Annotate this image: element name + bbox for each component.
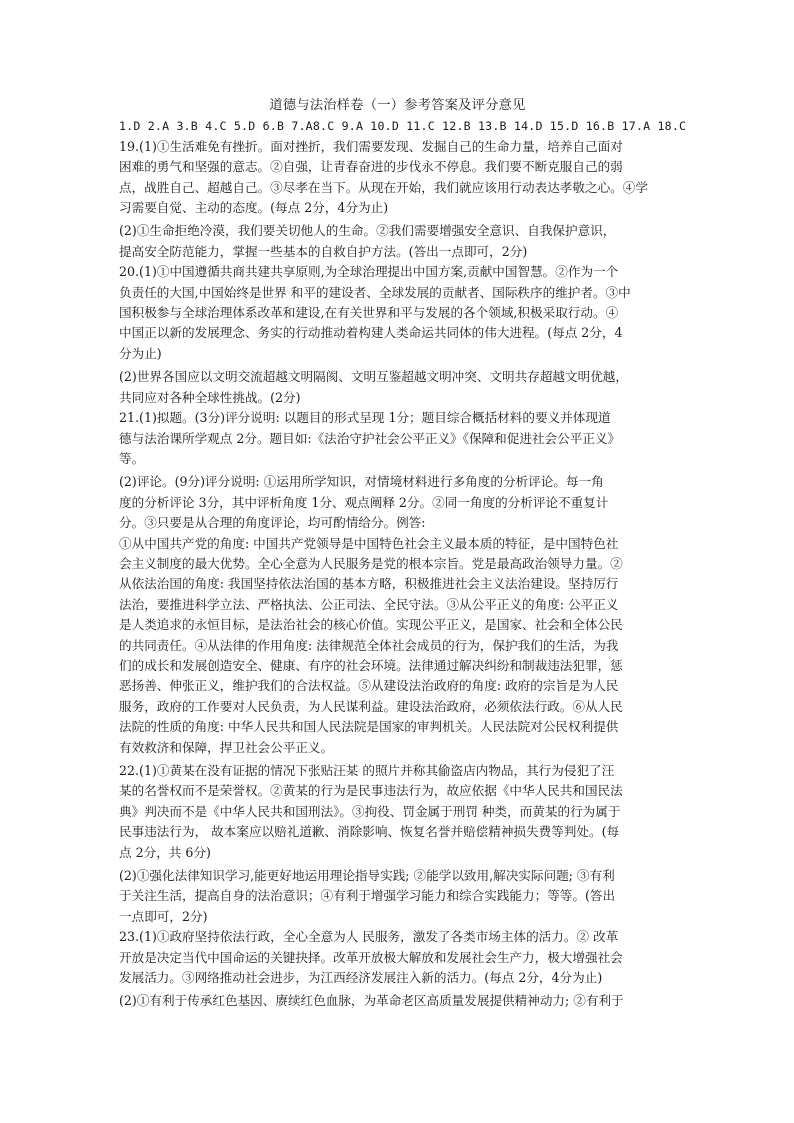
text-line: 会主义制度的最大优势。全心全意为人民服务是党的根本宗旨。党是最高政治领导力量。② (119, 555, 623, 571)
text-line: 23.(1)①政府坚持依法行政，全心全意为人 民服务，激发了各类市场主体的活力。② 改革 (119, 929, 619, 945)
text-line: 习需要自觉、主动的态度。(每点 2分，4分为止) (119, 200, 389, 216)
text-line: 一点即可，2分) (119, 908, 208, 924)
text-line: ①从中国共产党的角度: 中国共产党领导是中国特色社会主义最本质的特征，是中国特色社 (119, 535, 619, 551)
question-20 (119, 262, 676, 408)
question-21 (119, 408, 676, 758)
q20-part2 (119, 367, 676, 408)
text-line: 分。③只要是从合理的角度评论，均可酌情给分。例答: (119, 515, 426, 531)
q21-part1 (119, 408, 676, 469)
text-line: 中国正以新的发展理念、务实的行动推动着构建人类命运共同体的伟大进程。(每点 2分，4 (119, 325, 623, 341)
text-line: 恶扬善、伸张正义，维护我们的合法权益。⑤从建设法治政府的角度: 政府的宗旨是为人民 (119, 678, 619, 694)
text-line: 分为止) (119, 345, 162, 361)
question-23 (119, 927, 676, 1012)
text-line: (2)评论。(9分)评分说明: ①运用所学知识，对情境材料进行多角度的分析评论。每一角 (119, 474, 604, 490)
text-line: 点 2分，共 6分) (119, 844, 211, 860)
text-line: 21.(1)拟题。(3分)评分说明: 以题目的形式呈现 1分；题目综合概括材料的要义并体现道 (119, 410, 611, 426)
text-line: 于关注生活，提高自身的法治意识；④有利于增强学习能力和综合实践能力；等等。(答出 (119, 888, 616, 904)
q23-part2 (119, 991, 676, 1011)
text-line: 度的分析评论 3分，其中评析角度 1分、观点阐释 2分。②同一角度的分析评论不重复计 (119, 494, 609, 510)
text-line: 开放是决定当代中国命运的关键抉择。改革开放极大解放和发展社会生产力，极大增强社会 (119, 949, 623, 965)
text-line: 22.(1)①黄某在没有证据的情况下张贴汪某 的照片并称其偷盗店内物品，其行为侵犯了汪 (119, 763, 615, 778)
text-line: 有效救济和保障，捍卫社会公平正义。 (119, 739, 334, 755)
q22-part2 (119, 866, 676, 927)
question-19 (119, 137, 676, 262)
text-line: 从依法治国的角度: 我国坚持依法治国的基本方略，积极推进社会主义法治建设。坚持厉行 (119, 576, 619, 592)
q23-part1 (119, 927, 676, 988)
text-line: 法院的性质的角度: 中华人民共和国人民法院是国家的审判机关。人民法院对公民权利提供 (119, 719, 619, 735)
answer-sheet (119, 96, 687, 1012)
text-line: 提高安全防范能力，掌握一些基本的自救自护方法。(答出一点即可，2分) (119, 243, 528, 259)
q22-part1 (119, 761, 676, 863)
text-line: 民事违法行为， 故本案应以赔礼道歉、消除影响、恢复名誉并赔偿精神损失费等判处。(每 (119, 824, 620, 840)
text-line: 服务，政府的工作要对人民负责，为人民谋利益。建设法治政府，必须依法行政。⑥从人民 (119, 698, 623, 714)
text-line: 的共同责任。④从法律的作用角度: 法律规范全体社会成员的行为，保护我们的生活，为我 (119, 637, 619, 653)
text-line: 困难的勇气和坚强的意志。②自强，让青春奋进的步伐永不停息。我们要不断克服自己的弱 (119, 159, 623, 175)
text-line: 20.(1)①中国遵循共商共建共享原则,为全球治理提出中国方案,贡献中国智慧。②作为一个 (119, 264, 619, 280)
text-line: 点，战胜自己、超越自己。③尽孝在当下。从现在开始，我们就应该用行动表达孝敬之心。④学 (119, 179, 648, 195)
text-line: 是人类追求的永恒目标，是法治社会的核心价值。实现公平正义，是国家、社会和全体公民 (119, 617, 623, 633)
text-line: 们的成长和发展创造安全、健康、有序的社会环境。法律通过解决纠纷和制裁违法犯罪，惩 (119, 657, 623, 673)
text-line: 典》判决而不是《中华人民共和国刑法》。③拘役、罚金属于刑罚 种类，而黄某的行为属于 (119, 803, 621, 819)
page-title: 道德与法治样卷（一）参考答案及评分意见 (269, 98, 526, 113)
q19-part1 (119, 137, 676, 219)
text-line: 发展活力。③网络推动社会进步，为江西经济发展注入新的活力。(每点 2分，4分为止) (119, 970, 603, 986)
text-line: 某的名誉权而不是荣誉权。②黄某的行为是民事违法行为，故应依据《中华人民共和国民法 (119, 783, 623, 799)
multiple-choice-answers: 1.D 2.A 3.B 4.C 5.D 6.B 7.A8.C 9.A 10.D 11.C 12.B 13.B 14.D 15.D 16.B 17.A 18.C (119, 119, 687, 134)
q19-part2 (119, 221, 676, 262)
q21-part2 (119, 472, 676, 533)
text-line: 19.(1)①生活难免有挫折。面对挫折，我们需要发现、发掘自己的生命力量，培养自己面对 (119, 138, 623, 154)
q21-sample-answer (119, 534, 676, 758)
text-line: (2)世界各国应以文明交流超越文明隔阂、文明互鉴超越文明冲突、文明共存超越文明优越， (119, 369, 628, 385)
q20-part1 (119, 262, 676, 364)
text-line: 共同应对各种全球性挑战。(2分) (119, 389, 301, 405)
text-line: 法治，要推进科学立法、严格执法、公正司法、全民守法。③从公平正义的角度: 公平正义 (119, 596, 619, 612)
text-line: (2)①有利于传承红色基因、赓续红色血脉，为革命老区高质量发展提供精神动力; ②有利于 (119, 993, 624, 1009)
text-line: 国积极参与全球治理体系改革和建设,在有关世界和平与发展的各个领域,积极采取行动。④ (119, 305, 619, 321)
text-line: (2)①生命拒绝冷漠，我们要关切他人的生命。②我们需要增强安全意识、自我保护意识， (119, 223, 616, 239)
text-line: 德与法治课所学观点 2分。题目如:《法治守护社会公平正义》《保障和促进社会公平正义》 (119, 430, 621, 446)
question-22 (119, 761, 676, 927)
text-line: 负责任的大国,中国始终是世界 和平的建设者、全球发展的贡献者、国际秩序的维护者。③中 (119, 284, 631, 300)
text-line: (2)①强化法律知识学习,能更好地运用理论指导实践; ②能学以致用,解决实际问题; ③有利 (119, 868, 615, 884)
text-line: 等。 (119, 450, 145, 466)
